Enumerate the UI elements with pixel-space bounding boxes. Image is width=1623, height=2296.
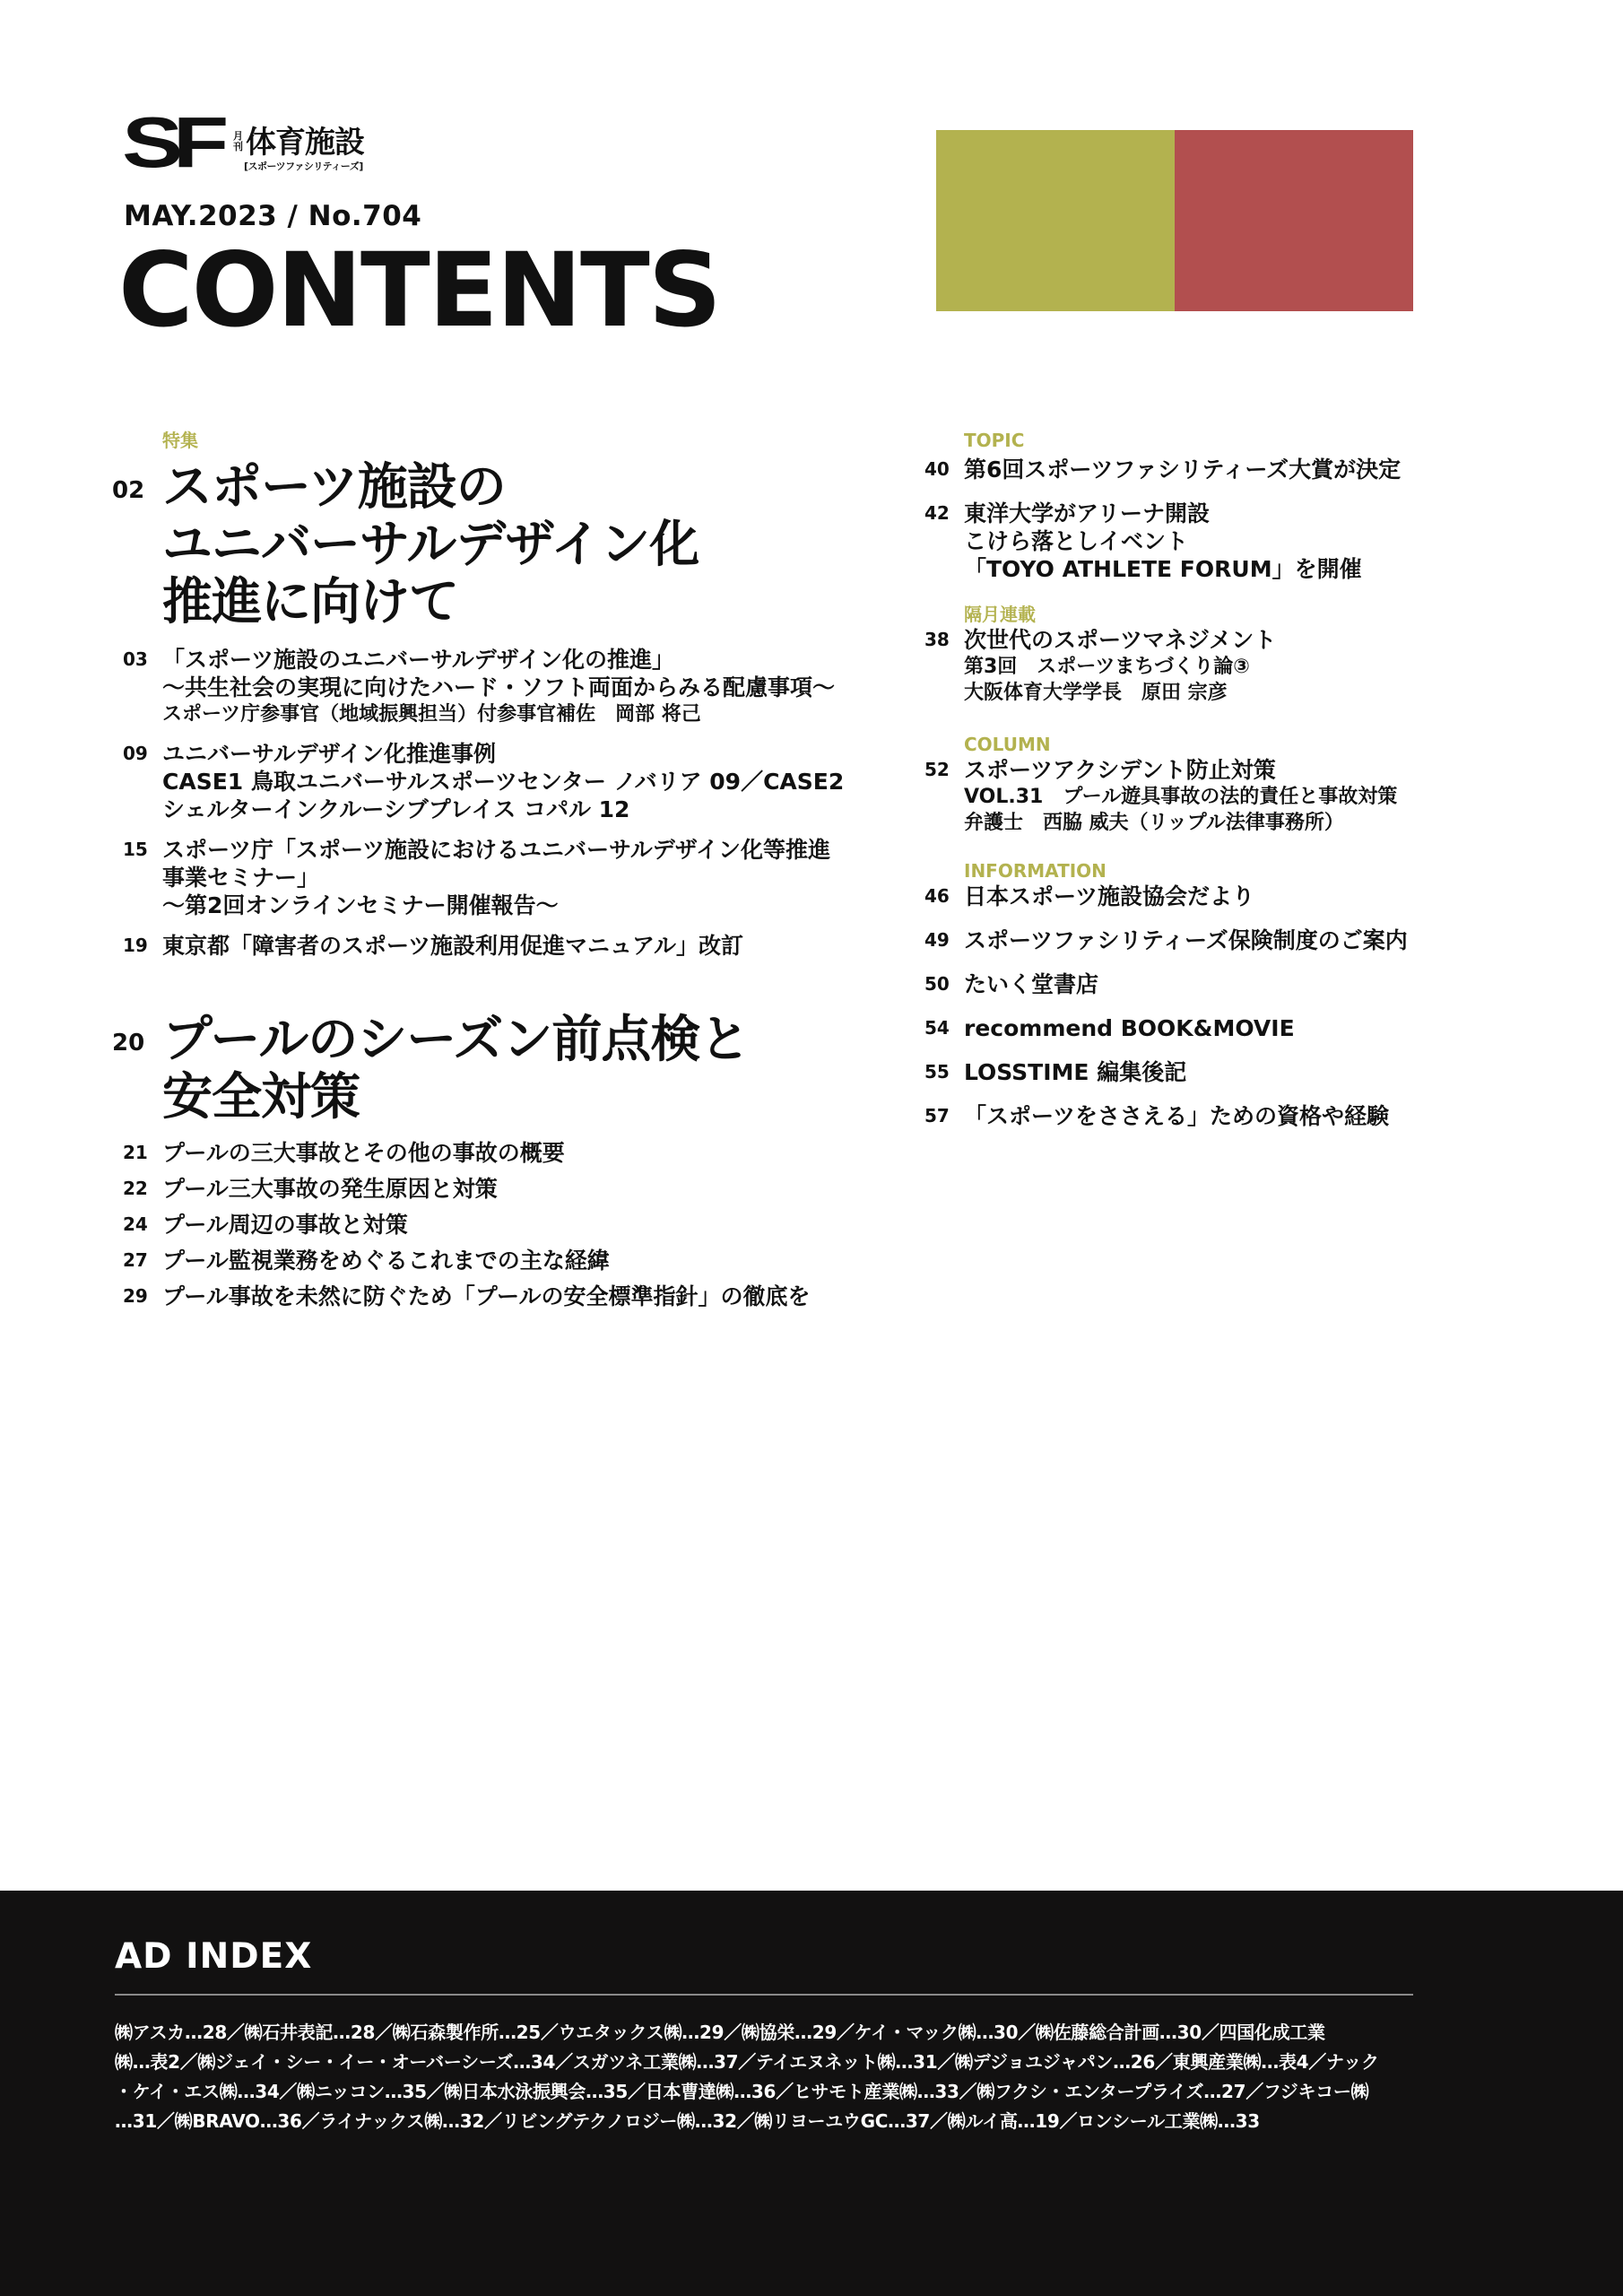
toc-entry[interactable] xyxy=(922,1102,1424,1130)
logo-vertical-text: 月刊 xyxy=(233,130,243,152)
entry-author: 弁護士 西脇 威夫（リップル法律事務所） xyxy=(964,812,1344,834)
page-number: 54 xyxy=(924,1017,950,1039)
ad-index-title: AD INDEX xyxy=(115,1936,313,1977)
entry-author: 大阪体育大学学長 原田 宗彦 xyxy=(964,682,1228,704)
logo-subtitle: [スポーツファシリティーズ] xyxy=(244,161,363,172)
column-label: COLUMN xyxy=(964,734,1051,755)
entry-line: こけら落としイベント xyxy=(964,528,1189,554)
color-block-red xyxy=(1175,130,1413,311)
entry-author: スポーツ庁参事官（地域振興担当）付参事官補佐 岡部 将己 xyxy=(162,703,701,726)
entry-title: プール事故を未然に防ぐため「プールの安全標準指針」の徹底を xyxy=(162,1283,811,1309)
entry-title: たいく堂書店 xyxy=(964,971,1099,997)
entry-subtitle: 第3回 スポーツまちづくり論③ xyxy=(964,656,1250,678)
toc-entry[interactable] xyxy=(922,1014,1424,1042)
toc-entry[interactable] xyxy=(922,456,1424,483)
page-number: 46 xyxy=(924,885,950,907)
page-number: 42 xyxy=(924,502,950,524)
entry-title: 第6回スポーツファシリティーズ大賞が決定 xyxy=(964,457,1402,483)
entry-line: 「TOYO ATHLETE FORUM」を開催 xyxy=(964,556,1362,582)
toc-entry[interactable] xyxy=(112,646,883,727)
ad-index-line: ㈱アスカ…28／㈱石井表記…28／㈱石森製作所…25／ウエタックス㈱…29／㈱協栄…29／ケイ・マック㈱…30／㈱佐藤総合計画…30／四国化成工業 xyxy=(115,2022,1325,2043)
divider xyxy=(115,1994,1413,1996)
serial-label: 隔月連載 xyxy=(964,604,1036,625)
feature-title-line: ユニバーサルデザイン化 xyxy=(162,516,699,574)
entry-title: スポーツファシリティーズ保険制度のご案内 xyxy=(964,927,1408,953)
entry-title: 東洋大学がアリーナ開設 xyxy=(964,500,1211,526)
entry-line: 事業セミナー」 xyxy=(162,865,320,891)
page-number: 09 xyxy=(123,743,148,764)
page-number: 21 xyxy=(123,1142,148,1163)
issue-number: MAY.2023 / No.704 xyxy=(124,200,422,232)
toc-entry[interactable] xyxy=(112,1247,883,1274)
page-number: 50 xyxy=(924,973,950,995)
entry-title: プール三大事故の発生原因と対策 xyxy=(162,1176,498,1202)
topic-label: TOPIC xyxy=(964,430,1025,451)
logo-mark: SF xyxy=(122,102,219,182)
toc-entry[interactable] xyxy=(112,836,883,919)
page-number: 24 xyxy=(123,1213,148,1235)
entry-title: recommend BOOK&MOVIE xyxy=(964,1015,1295,1041)
entry-title: スポーツアクシデント防止対策 xyxy=(964,757,1276,783)
entry-title: 次世代のスポーツマネジメント xyxy=(964,627,1277,653)
page-number: 27 xyxy=(123,1249,148,1271)
page-number: 03 xyxy=(123,648,148,670)
feature-column xyxy=(112,429,883,1310)
toc-entry[interactable] xyxy=(922,970,1424,998)
page-number: 20 xyxy=(112,1030,145,1057)
toc-entry[interactable] xyxy=(922,883,1424,910)
entry-title: 「スポーツ施設のユニバーサルデザイン化の推進」 xyxy=(162,647,675,673)
page-number: 19 xyxy=(123,935,148,956)
entry-line: CASE1 鳥取ユニバーサルスポーツセンター ノバリア 09／CASE2 xyxy=(162,769,845,795)
entry-line: 〜第2回オンラインセミナー開催報告〜 xyxy=(162,892,559,918)
entry-title: プールの三大事故とその他の事故の概要 xyxy=(162,1140,565,1166)
feature-title-line: スポーツ施設の xyxy=(162,458,506,517)
entry-title: プール監視業務をめぐるこれまでの主な経緯 xyxy=(162,1248,610,1274)
toc-entry[interactable] xyxy=(112,932,883,960)
feature-title-line: 安全対策 xyxy=(162,1068,360,1126)
entry-title: ユニバーサルデザイン化推進事例 xyxy=(162,741,497,767)
entry-title: 日本スポーツ施設協会だより xyxy=(964,883,1255,909)
toc-entry[interactable] xyxy=(112,1283,883,1310)
logo-title: 体育施設 xyxy=(246,125,364,161)
feature-title-line: プールのシーズン前点検と xyxy=(162,1011,750,1069)
toc-entry[interactable] xyxy=(922,626,1424,706)
toc-entry[interactable] xyxy=(112,1211,883,1239)
feature-label: 特集 xyxy=(162,430,198,451)
entry-subtitle: 〜共生社会の実現に向けたハード・ソフト両面からみる配慮事項〜 xyxy=(162,674,836,700)
color-block-olive xyxy=(936,130,1175,311)
toc-entry[interactable] xyxy=(922,500,1424,583)
information-label: INFORMATION xyxy=(964,860,1107,882)
ad-index-line: …31／㈱BRAVO…36／ライナックス㈱…32／リビングテクノロジー㈱…32／㈱リヨーユウGC…37／㈱ルイ高…19／ロンシール工業㈱…33 xyxy=(115,2110,1260,2132)
feature-1[interactable] xyxy=(112,459,883,631)
regular-column xyxy=(922,429,1424,1130)
page-number: 55 xyxy=(924,1061,950,1083)
page-number: 29 xyxy=(123,1285,148,1307)
page-number: 02 xyxy=(112,477,145,504)
toc-entry[interactable] xyxy=(112,1139,883,1167)
entry-title: プール周辺の事故と対策 xyxy=(162,1212,408,1238)
toc-entry[interactable] xyxy=(922,926,1424,954)
entry-title: LOSSTIME 編集後記 xyxy=(964,1059,1187,1085)
page-number: 49 xyxy=(924,929,950,951)
page-number: 40 xyxy=(924,458,950,480)
page-number: 15 xyxy=(123,839,148,860)
entry-title: 「スポーツをささえる」ための資格や経験 xyxy=(964,1103,1390,1129)
toc-entry[interactable] xyxy=(922,1058,1424,1086)
entry-subtitle: VOL.31 プール遊具事故の法的責任と事故対策 xyxy=(964,786,1398,808)
toc-entry[interactable] xyxy=(112,740,883,823)
entry-line: シェルターインクルーシブプレイス コパル 12 xyxy=(162,796,630,822)
ad-index-line: ・ケイ・エス㈱…34／㈱ニッコン…35／㈱日本水泳振興会…35／日本曹達㈱…36／ヒサモト産業㈱…33／㈱フクシ・エンタープライズ…27／フジキコー㈱ xyxy=(115,2081,1369,2102)
entry-title: スポーツ庁「スポーツ施設におけるユニバーサルデザイン化等推進 xyxy=(162,837,831,863)
page-number: 52 xyxy=(924,759,950,780)
toc-entry[interactable] xyxy=(112,1175,883,1203)
magazine-logo xyxy=(122,102,391,182)
toc-entry[interactable] xyxy=(922,756,1424,836)
feature-title-line: 推進に向けて xyxy=(162,573,458,631)
ad-index-list xyxy=(115,2018,1417,2136)
ad-index-line: ㈱…表2／㈱ジェイ・シー・イー・オーバーシーズ…34／スガツネ工業㈱…37／テイエヌネット㈱…31／㈱デジョユジャパン…26／東興産業㈱…表4／ナック xyxy=(115,2051,1379,2073)
feature-2[interactable] xyxy=(112,1012,883,1126)
page-number: 38 xyxy=(924,629,950,650)
entry-title: 東京都「障害者のスポーツ施設利用促進マニュアル」改訂 xyxy=(162,933,744,959)
page-number: 57 xyxy=(924,1105,950,1126)
page-number: 22 xyxy=(123,1178,148,1199)
page-title: CONTENTS xyxy=(118,230,720,350)
